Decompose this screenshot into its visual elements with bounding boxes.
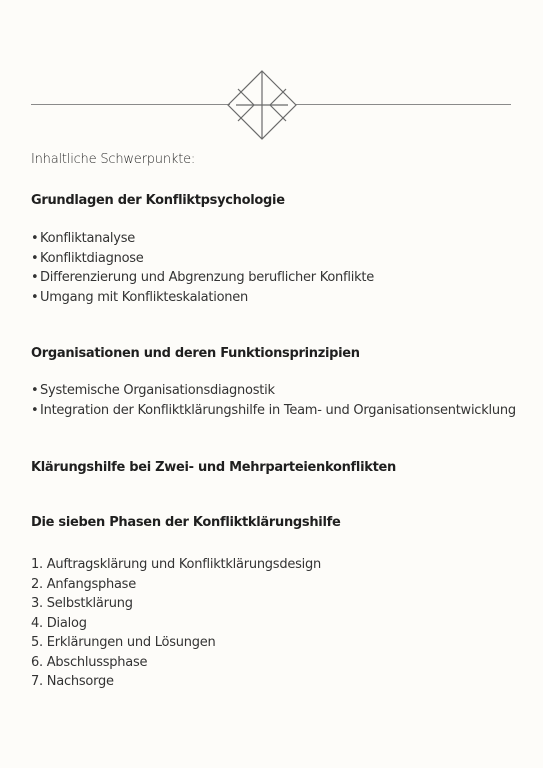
- list-item: 4. Dialog: [31, 615, 87, 631]
- list-item: 2. Anfangsphase: [31, 576, 136, 592]
- list-item: • Konfliktdiagnose: [31, 249, 374, 269]
- section-heading-klaerungshilfe: Klärungshilfe bei Zwei- und Mehrparteienkonflikten: [31, 460, 396, 475]
- list-item: • Integration der Konfliktklärungshilfe in Team- und Organisationsentwicklung: [31, 401, 516, 421]
- bullet: •: [31, 231, 39, 246]
- bullet: •: [31, 402, 39, 418]
- list-item: • Umgang mit Konflikteskalationen: [31, 288, 374, 308]
- section-heading-grundlagen: Grundlagen der Konfliktpsychologie: [31, 193, 285, 208]
- intro-text: Inhaltliche Schwerpunkte:: [31, 152, 196, 167]
- list-item: 7. Nachsorge: [31, 674, 114, 689]
- list-item: 5. Erklärungen und Lösungen: [31, 635, 216, 650]
- grundlagen-list: [31, 229, 374, 307]
- organisationen-list: [31, 381, 516, 420]
- section-heading-organisationen: Organisationen und deren Funktionsprinzipien: [31, 346, 360, 361]
- header-rule-right: [296, 104, 511, 105]
- list-item: 3. Selbstklärung: [31, 596, 133, 611]
- bullet: •: [31, 383, 39, 398]
- bullet: •: [31, 250, 39, 266]
- list-item: 6. Abschlussphase: [31, 654, 148, 670]
- header-rule-left: [31, 104, 230, 105]
- diamond-logo-icon: [226, 69, 298, 141]
- list-item: • Differenzierung und Abgrenzung beruflicher Konflikte: [31, 268, 374, 288]
- bullet: •: [31, 270, 39, 285]
- list-item: • Systemische Organisationsdiagnostik: [31, 381, 516, 401]
- phases-list: [31, 555, 321, 692]
- bullet: •: [31, 289, 39, 305]
- list-item: • Konfliktanalyse: [31, 229, 374, 249]
- list-item: 1. Auftragsklärung und Konfliktklärungsdesign: [31, 557, 321, 572]
- section-heading-sieben-phasen: Die sieben Phasen der Konfliktklärungshilfe: [31, 515, 341, 530]
